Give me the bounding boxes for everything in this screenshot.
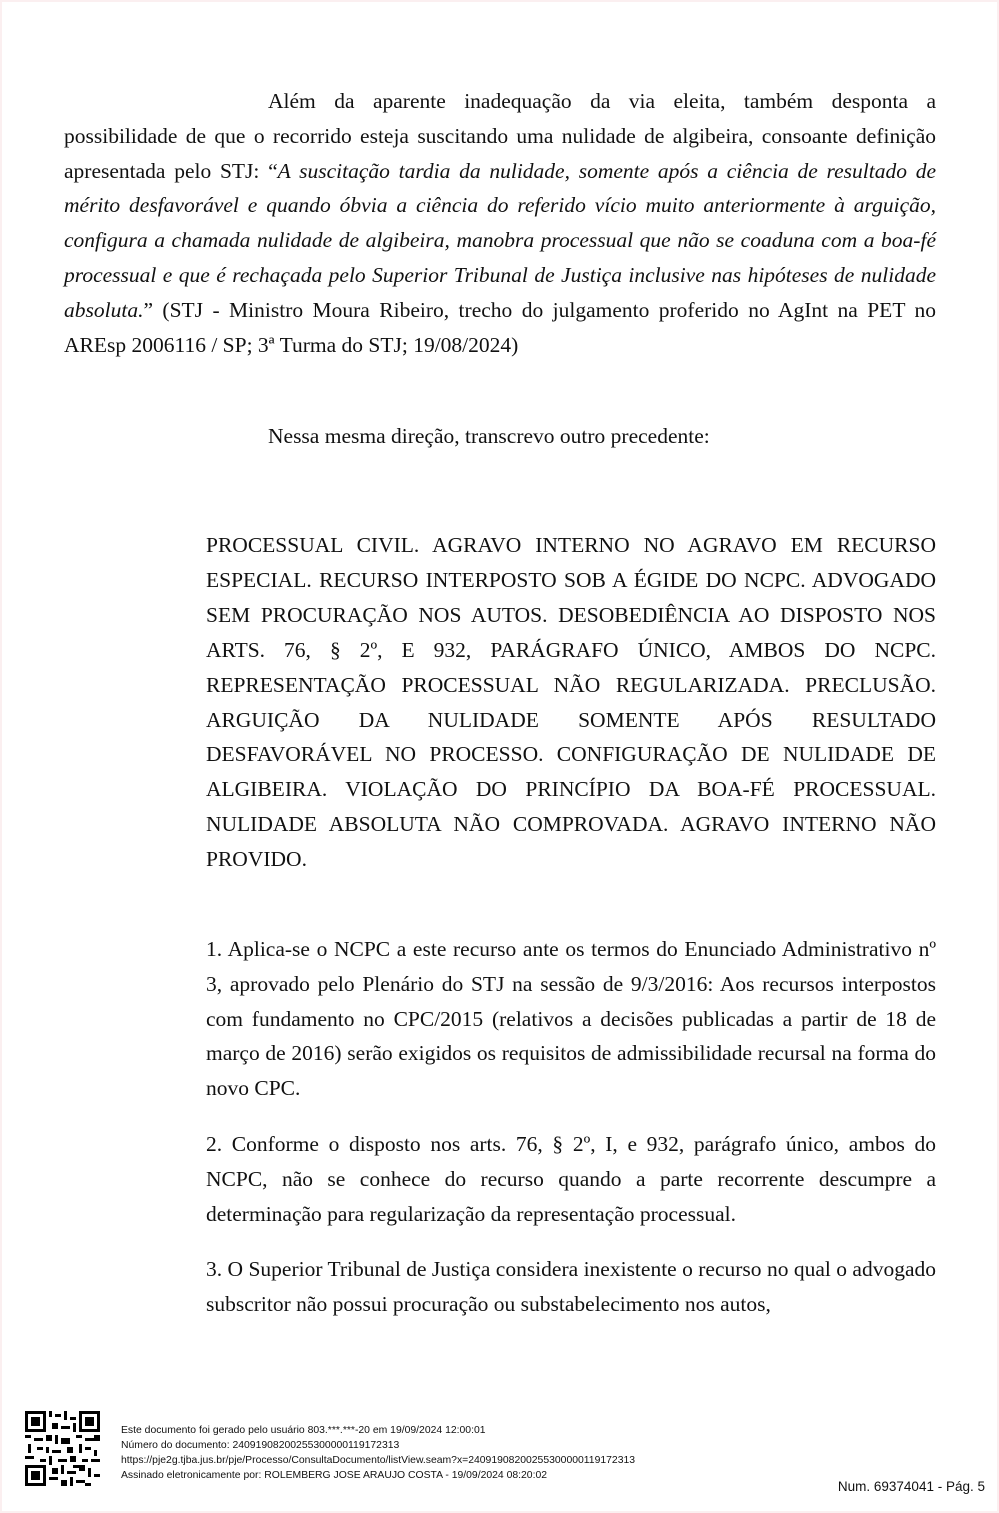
qr-code [25,1411,100,1486]
citation-item-3: 3. O Superior Tribunal de Justiça considera inexistente o recurso no qual o advogado subscritor não possui procuração ou substabelecimento nos autos, [206,1257,936,1316]
citation-item-2: 2. Conforme o disposto nos arts. 76, § 2º, I, e 932, parágrafo único, ambos do NCPC, não se conhece do recurso quando a parte recorrente descumpre a determinação para regularização da representação processual. [206,1132,936,1226]
paragraph-reference: ” (STJ - Ministro Moura Ribeiro, trecho do julgamento proferido no AgInt na PET no AREsp 2006116 / SP; 3ª Turma do STJ; 19/08/2024) [64,297,936,357]
page-number: Num. 69374041 - Pág. 5 [837,1479,985,1494]
paragraph-nulidade-algibeira [64,84,936,362]
footer-document-number: Número do documento: 24091908200255300000119172313 [121,1440,400,1451]
paragraph-intro: Além da aparente inadequação da via eleita, também desponta a possibilidade de que o recorrido esteja suscitando uma nulidade de algibeira, consoante definição apresentada pelo STJ: “ [64,89,936,183]
footer-document-url[interactable]: https://pje2g.tjba.jus.br/pje/Processo/ConsultaDocumento/listView.seam?x=24091908200255300000119172313 [121,1455,636,1466]
stj-quote: A suscitação tardia da nulidade, somente após a ciência de resultado de mérito desfavorável e quando óbvia a ciência do referido vício muito anteriormente à arguição, configura a chamada nulidade de algibeira, manobra processual que não se coaduna com a boa-fé processual e que é rechaçada pelo Superior Tribunal de Justiça inclusive nas hipóteses de nulidade absoluta. [64,158,937,322]
footer-generated-by: Este documento foi gerado pelo usuário 803.***.***-20 em 19/09/2024 12:00:01 [121,1425,486,1436]
citation-item-1: 1. Aplica-se o NCPC a este recurso ante os termos do Enunciado Administrativo nº 3, aprovado pelo Plenário do STJ na sessão de 9/3/2016: Aos recursos interpostos com fundamento no CPC/2015 (relativos a decisões publicadas a partir de 18 de março de 2016) serão exigidos os requisitos de admissibilidade recursal na forma do novo CPC. [206,937,936,1101]
document-footer [121,1423,635,1483]
paragraph-transcription-intro: Nessa mesma direção, transcrevo outro precedente: [268,424,710,448]
footer-signature: Assinado eletronicamente por: ROLEMBERG JOSE ARAUJO COSTA - 19/09/2024 08:20:02 [121,1470,548,1481]
citation-heading: PROCESSUAL CIVIL. AGRAVO INTERNO NO AGRAVO EM RECURSO ESPECIAL. RECURSO INTERPOSTO SOB A ÉGIDE DO NCPC. ADVOGADO SEM PROCURAÇÃO NOS AUTOS. DESOBEDIÊNCIA AO DISPOSTO NOS ARTS. 76, § 2º, E 932, PARÁGRAFO ÚNICO, AMBOS DO NCPC. REPRESENTAÇÃO PROCESSUAL NÃO REGULARIZADA. PRECLUSÃO. ARGUIÇÃO DA NULIDADE SOMENTE APÓS RESULTADO DESFAVORÁVEL NO PROCESSO. CONFIGURAÇÃO DE NULIDADE DE ALGIBEIRA. VIOLAÇÃO DO PRINCÍPIO DA BOA-FÉ PROCESSUAL. NULIDADE ABSOLUTA NÃO COMPROVADA. AGRAVO INTERNO NÃO PROVIDO. [206,533,936,872]
